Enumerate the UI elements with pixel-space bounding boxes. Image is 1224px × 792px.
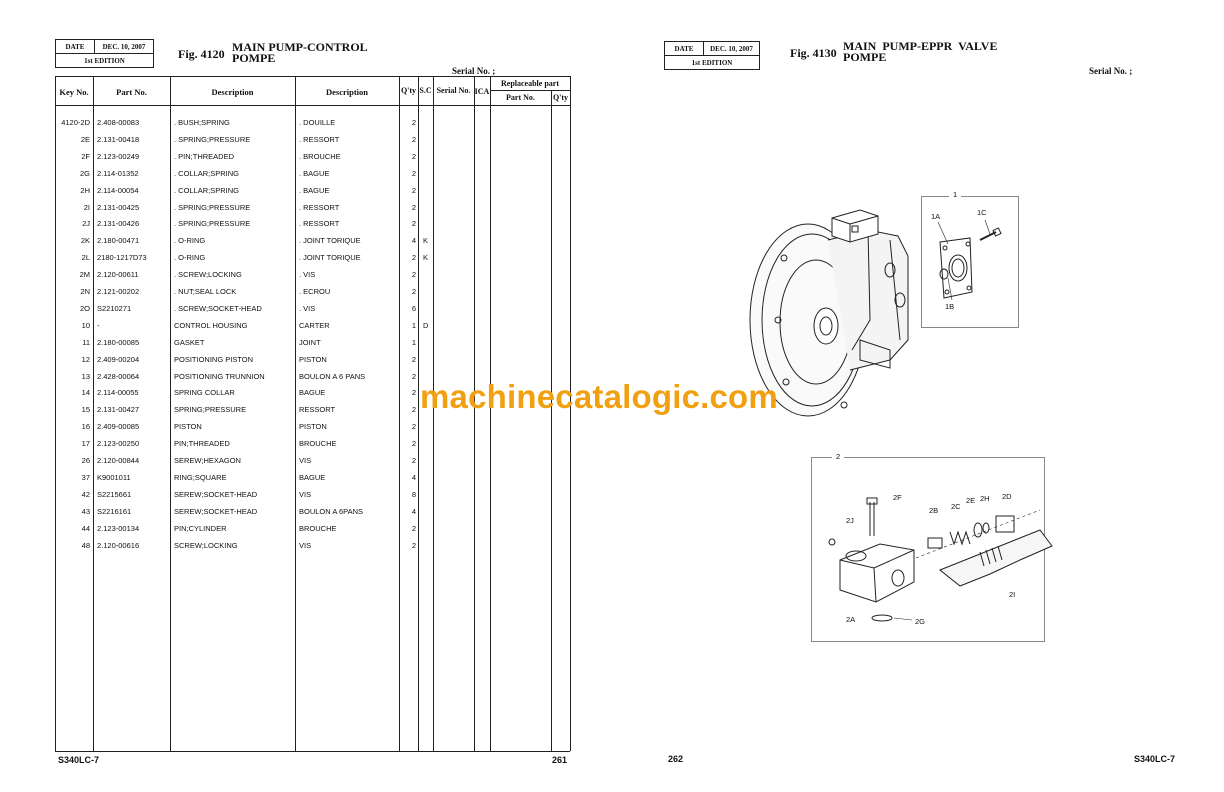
date-label: DATE (665, 42, 704, 55)
row-key-no: 48 (81, 540, 90, 550)
header-description: Description (211, 87, 254, 97)
header-replaceable: Replaceable part (501, 79, 559, 88)
row-part-no: 2180-1217D73 (97, 253, 147, 263)
row-description-fr: BROUCHE (299, 439, 337, 449)
row-part-no: 2.123-00134 (97, 523, 140, 533)
row-description: PIN;THREADED (174, 439, 230, 449)
row-description: . SPRING;PRESSURE (174, 202, 251, 212)
page-number-right: 262 (668, 754, 684, 764)
callout-2H: 2H (980, 494, 990, 503)
row-description-fr: BOULON A 6PANS (299, 506, 364, 516)
date-label: DATE (56, 40, 95, 53)
figure-title-en: MAIN PUMP-EPPR VALVE (843, 39, 998, 53)
row-description-fr: . DOUILLE (299, 118, 336, 127)
row-qty: 2 (411, 219, 416, 229)
edition-label: 1st EDITION (691, 58, 733, 67)
row-key-no: 4120-2D (61, 118, 90, 127)
callout-2J: 2J (846, 516, 854, 525)
header-rep-qty: Q'ty (552, 93, 569, 102)
serial-label-right: Serial No. ; (1089, 66, 1133, 76)
row-qty: 2 (411, 422, 416, 432)
row-part-no: 2.428-00064 (97, 371, 140, 381)
row-description-fr: RESSORT (299, 405, 336, 415)
row-sc: K (423, 253, 429, 263)
row-description-fr: . VIS (299, 303, 316, 313)
date-box-right (664, 41, 760, 70)
row-description: . NUT;SEAL LOCK (174, 287, 237, 296)
row-key-no: 2E (80, 134, 90, 144)
row-qty: 4 (411, 506, 416, 516)
row-description-fr: . JOINT TORIQUE (299, 236, 361, 246)
callout-2G: 2G (915, 617, 926, 626)
row-description: POSITIONING TRUNNION (174, 371, 265, 381)
row-description-fr: . VIS (299, 270, 316, 280)
row-sc: D (423, 320, 429, 330)
row-part-no: 2.120-00616 (97, 540, 140, 550)
row-description-fr: . RESSORT (299, 134, 340, 144)
row-description: . COLLAR;SPRING (174, 185, 240, 195)
row-key-no: 2M (79, 270, 90, 280)
callout-2E: 2E (966, 496, 976, 505)
watermark: machinecatalogic.com (420, 378, 778, 415)
figure-number: Fig. 4120 (178, 47, 225, 61)
header-part-no: Part No. (116, 87, 147, 97)
row-key-no: 10 (81, 320, 90, 330)
row-qty: 2 (411, 540, 416, 550)
row-key-no: 13 (81, 371, 90, 381)
header-ica: ICA (474, 87, 490, 96)
row-part-no: 2.408-00083 (97, 118, 140, 127)
row-description-fr: . BAGUE (299, 168, 330, 178)
row-qty: 2 (411, 118, 416, 127)
row-description: SCREW;LOCKING (174, 540, 238, 550)
row-description: GASKET (174, 337, 205, 347)
row-description-fr: . BROUCHE (299, 151, 341, 161)
header-serial-no: Serial No. (436, 86, 471, 95)
row-part-no: 2.114-01352 (97, 168, 139, 178)
row-description-fr: JOINT (299, 337, 321, 347)
row-description: SPRING COLLAR (174, 388, 235, 398)
row-description: . O-RING (174, 236, 206, 246)
row-qty: 2 (411, 439, 416, 449)
row-qty: 2 (411, 168, 416, 178)
row-qty: 2 (411, 405, 416, 415)
row-key-no: 12 (81, 354, 90, 364)
date-value: DEC. 10, 2007 (710, 44, 753, 53)
pump-illustration (740, 200, 1025, 425)
row-description-fr: . BAGUE (299, 185, 330, 195)
row-key-no: 43 (81, 506, 90, 516)
row-part-no: 2.131-00418 (97, 134, 140, 144)
row-qty: 4 (411, 236, 416, 246)
row-description: . SPRING;PRESSURE (174, 219, 251, 229)
row-description-fr: . ECROU (299, 287, 331, 296)
footer-model-left: S340LC-7 (58, 755, 100, 765)
callout-2A: 2A (846, 615, 856, 624)
row-part-no: 2.120-00844 (97, 456, 140, 465)
row-description: RING;SQUARE (174, 472, 227, 482)
row-qty: 2 (411, 456, 416, 465)
row-qty: 8 (411, 489, 416, 499)
callout-2F: 2F (893, 493, 902, 502)
row-description-fr: PISTON (299, 354, 327, 364)
row-key-no: 26 (81, 456, 90, 465)
row-key-no: 16 (81, 422, 90, 432)
row-qty: 1 (411, 320, 416, 330)
row-description-fr: . RESSORT (299, 202, 340, 212)
row-part-no: 2.120-00611 (97, 270, 139, 280)
row-description-fr: BOULON A 6 PANS (299, 371, 366, 381)
row-sc: K (423, 236, 429, 246)
row-key-no: 17 (81, 439, 90, 449)
header-qty: Q'ty (400, 86, 417, 95)
row-description: PISTON (174, 422, 202, 432)
row-part-no: S2210271 (97, 303, 132, 313)
row-qty: 2 (411, 287, 416, 296)
row-part-no: 2.123-00250 (97, 439, 140, 449)
row-description-fr: CARTER (299, 320, 330, 330)
figure-title-right (843, 41, 997, 63)
date-value: DEC. 10, 2007 (102, 42, 146, 51)
row-key-no: 2O (79, 303, 90, 313)
row-part-no: K9001011 (97, 472, 131, 482)
figure-number-right: Fig. 4130 (790, 46, 837, 60)
eppr-valve-illustration (820, 490, 1060, 630)
callout-1C: 1C (977, 208, 987, 217)
row-part-no: 2.114-00055 (97, 388, 139, 398)
row-description: SEREW;HEXAGON (174, 456, 241, 465)
row-description-fr: . JOINT TORIQUE (299, 253, 361, 263)
row-description: . SPRING;PRESSURE (174, 134, 251, 144)
header-rep-part-no: Part No. (506, 93, 535, 102)
row-part-no: 2.114-00054 (97, 185, 139, 195)
row-description-fr: BROUCHE (299, 523, 337, 533)
row-description: SPRING;PRESSURE (174, 405, 247, 415)
row-part-no: 2.131-00427 (97, 405, 140, 415)
row-part-no: 2.180-00085 (97, 337, 140, 347)
row-part-no: 2.131-00425 (97, 202, 140, 212)
diagram1-label: 1 (949, 190, 961, 199)
figure-title-en: MAIN PUMP-CONTROL (232, 40, 368, 54)
callout-1B: 1B (945, 302, 955, 311)
row-key-no: 37 (81, 472, 90, 482)
row-part-no: 2.131-00426 (97, 219, 140, 229)
row-part-no: 2.121-00202 (97, 287, 140, 296)
header-sc: S.C (419, 86, 432, 95)
row-key-no: 42 (81, 489, 90, 499)
row-key-no: 14 (81, 388, 90, 398)
callout-2C: 2C (951, 502, 961, 511)
row-part-no: 2.180-00471 (97, 236, 140, 246)
header-description-fr: Description (325, 87, 369, 97)
row-description: . SCREW;SOCKET-HEAD (174, 303, 262, 313)
row-qty: 6 (411, 303, 416, 313)
row-part-no: S2215661 (97, 489, 132, 499)
row-description: . COLLAR;SPRING (174, 168, 240, 178)
row-qty: 2 (411, 354, 416, 364)
row-qty: 2 (411, 388, 416, 398)
row-part-no: - (97, 320, 100, 330)
row-qty: 2 (411, 202, 416, 212)
row-qty: 2 (411, 270, 416, 280)
callout-2D: 2D (1002, 492, 1012, 501)
row-key-no: 2H (80, 185, 90, 195)
callout-1A: 1A (931, 212, 941, 221)
row-description-fr: VIS (299, 540, 312, 550)
row-qty: 2 (411, 253, 416, 263)
callout-2B: 2B (929, 506, 939, 515)
date-box-left (55, 39, 154, 68)
row-qty: 2 (411, 371, 416, 381)
row-part-no: 2.409-00085 (97, 422, 140, 432)
row-part-no: 2.409-00204 (97, 354, 140, 364)
diagram2-label: 2 (832, 452, 844, 461)
row-qty: 2 (411, 151, 416, 161)
row-key-no: 2N (80, 287, 90, 296)
row-key-no: 15 (81, 405, 90, 415)
edition-label: 1st EDITION (84, 56, 125, 65)
row-description: . O-RING (174, 253, 206, 263)
row-description: POSITIONING PISTON (174, 354, 254, 364)
header-key-no: Key No. (59, 87, 89, 97)
row-key-no: 2K (80, 236, 90, 246)
row-description: PIN;CYLINDER (174, 523, 227, 533)
row-key-no: 2L (81, 253, 90, 263)
row-description-fr: . RESSORT (299, 219, 340, 229)
row-key-no: 2G (79, 168, 90, 178)
serial-label: Serial No. ; (452, 66, 496, 76)
row-description: . SCREW;LOCKING (174, 270, 242, 280)
row-description: CONTROL HOUSING (174, 320, 248, 330)
figure-title (232, 42, 368, 64)
figure-title-fr: POMPE (232, 51, 276, 65)
row-key-no: 2I (83, 202, 90, 212)
row-description-fr: VIS (299, 489, 312, 499)
row-description-fr: PISTON (299, 422, 327, 432)
callout-2I: 2I (1009, 590, 1016, 599)
row-qty: 2 (411, 523, 416, 533)
row-part-no: 2.123-00249 (97, 151, 140, 161)
row-part-no: S2216161 (97, 506, 132, 516)
row-key-no: 44 (81, 523, 90, 533)
row-key-no: 2F (81, 151, 90, 161)
row-qty: 1 (411, 337, 416, 347)
figure-title-fr: POMPE (843, 50, 887, 64)
row-description-fr: BAGUE (299, 472, 326, 482)
row-key-no: 2J (82, 219, 90, 229)
row-description: . BUSH;SPRING (174, 118, 230, 127)
row-description-fr: VIS (299, 456, 312, 465)
row-description: SEREW;SOCKET-HEAD (174, 506, 258, 516)
page-number-left: 261 (552, 755, 568, 765)
row-qty: 4 (411, 472, 416, 482)
row-key-no: 11 (82, 337, 90, 347)
row-description-fr: BAGUE (299, 388, 326, 398)
row-description: SEREW;SOCKET-HEAD (174, 489, 258, 499)
footer-model-right: S340LC-7 (1134, 754, 1176, 764)
row-qty: 2 (411, 134, 416, 144)
row-qty: 2 (411, 185, 416, 195)
row-description: . PIN;THREADED (174, 151, 235, 161)
